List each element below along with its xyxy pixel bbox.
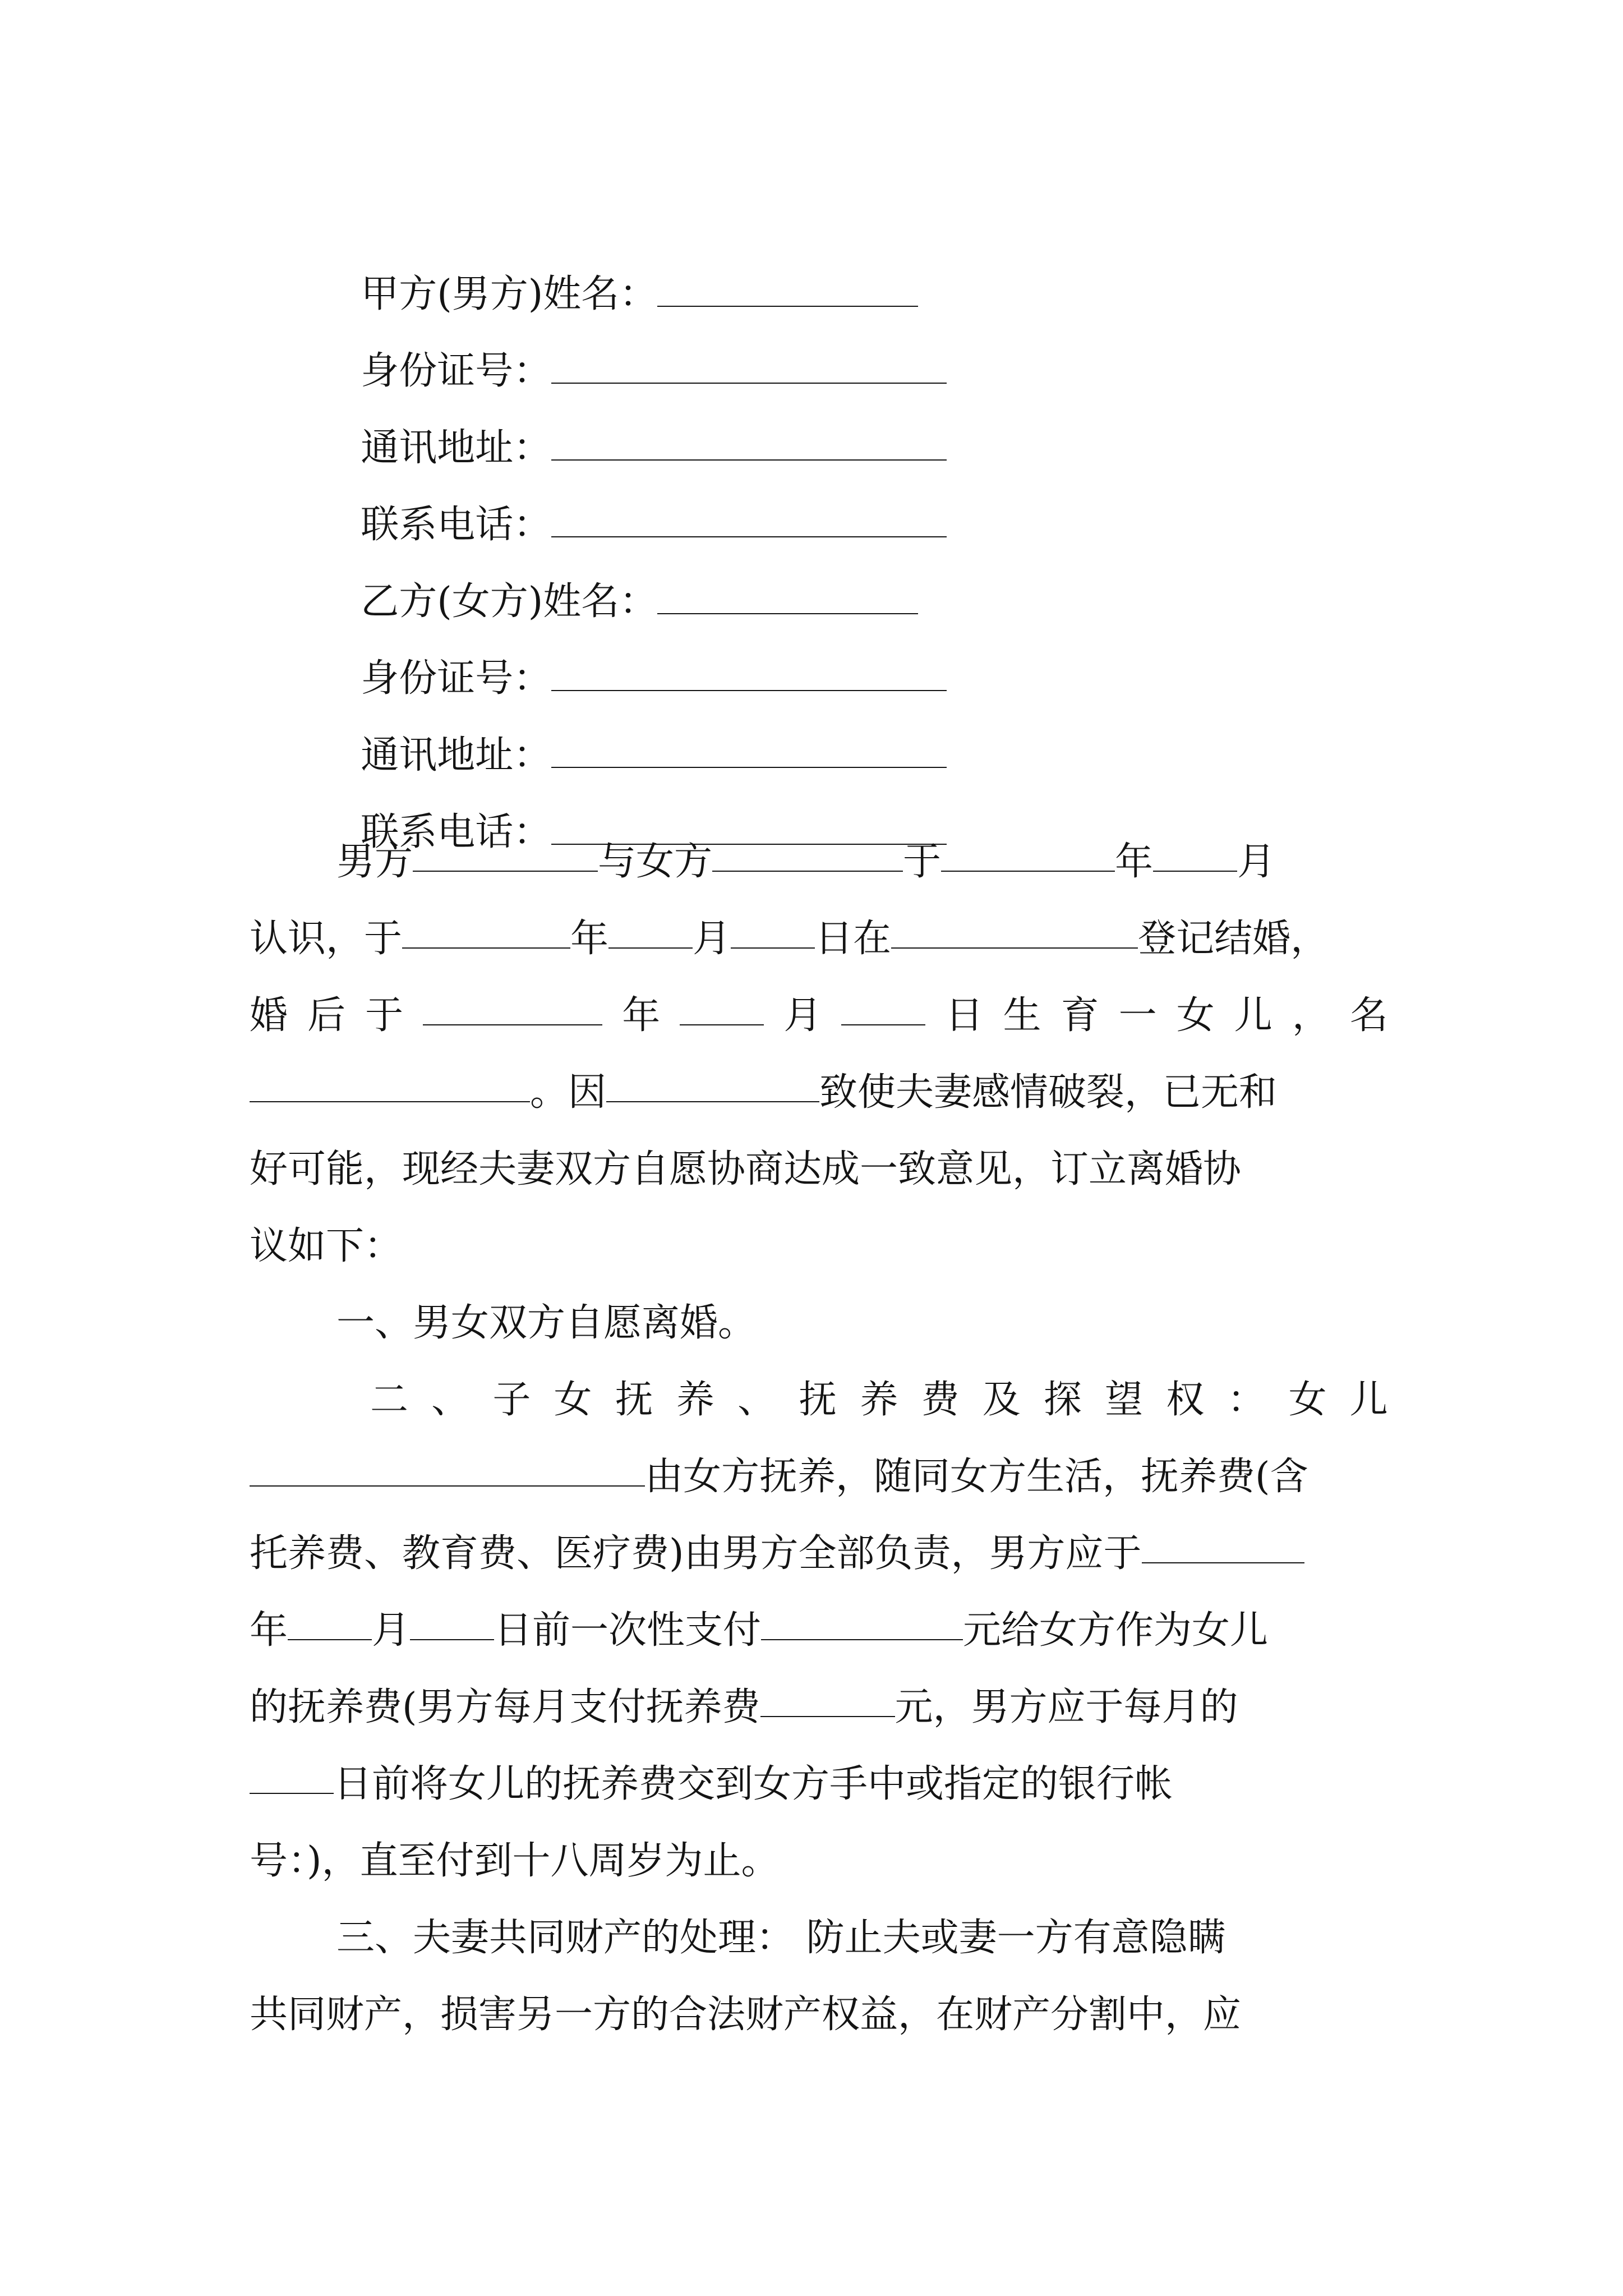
intro-row-6: [250, 1208, 1388, 1285]
clause-2-char: 望: [1105, 1378, 1144, 1422]
marriage-month-blank[interactable]: [608, 900, 693, 949]
clause-2-row-4: [250, 1592, 1388, 1669]
intro-text: 登记结婚，: [1138, 917, 1329, 961]
male-name-blank[interactable]: [413, 823, 598, 872]
intro-row-3: [250, 977, 1388, 1054]
clause-2-char: 费: [921, 1378, 960, 1422]
intro-char: 育: [1061, 993, 1099, 1038]
party-b-id-label: 身份证号：: [361, 656, 552, 701]
intro-text: 议如下：: [250, 1224, 403, 1268]
intro-text: 于: [903, 840, 942, 884]
intro-text: 年: [1115, 840, 1154, 884]
party-b-name-label: 乙方(女方)姓名：: [361, 579, 658, 624]
clause-2-text: 月: [372, 1608, 411, 1653]
party-b-address-line: [336, 671, 947, 777]
clause-2-row-7: [250, 1823, 1388, 1899]
party-b-address-label: 通讯地址：: [361, 733, 552, 777]
child-birth-year-blank[interactable]: [423, 977, 602, 1025]
party-a-id-label: 身份证号：: [361, 349, 552, 393]
intro-text: 年: [570, 917, 609, 961]
clause-2-text: 元给女方作为女儿: [963, 1608, 1269, 1653]
intro-row-4: [250, 1054, 1388, 1131]
clause-1-text: 一、男女双方自愿离婚。: [336, 1301, 757, 1345]
party-a-phone-line: [336, 441, 947, 547]
clause-3-text: 共同财产，损害另一方的合法财产权益，在财产分割中，应: [250, 1993, 1242, 2037]
clause-2-char: 探: [1043, 1378, 1082, 1422]
payment-year-blank[interactable]: [1142, 1515, 1304, 1563]
party-b-name-line: [336, 518, 918, 624]
clause-2-text: 托养费、教育费、医疗费)由男方全部负责，男方应于: [250, 1531, 1142, 1576]
intro-char: 名: [1349, 993, 1388, 1038]
intro-text: 认识，于: [250, 917, 403, 961]
clause-2-char: 权: [1166, 1378, 1205, 1422]
party-b-id-line: [336, 595, 947, 701]
clause-3-row-1: [336, 1899, 1391, 1976]
intro-char: 后: [307, 993, 346, 1038]
marriage-year-blank[interactable]: [402, 900, 570, 949]
clause-2-char: 女: [554, 1378, 592, 1422]
intro-char: 婚: [250, 993, 288, 1038]
party-a-phone-label: 联系电话：: [361, 503, 552, 547]
female-name-blank[interactable]: [712, 823, 903, 872]
clause-3-text: 三、夫妻共同财产的处理： 防止夫或妻一方有意隐瞒: [336, 1916, 1226, 1960]
clause-2-text: 的抚养费(男方每月支付抚养费: [250, 1685, 760, 1729]
intro-text: 月: [693, 917, 731, 961]
party-b-phone-line: [336, 748, 947, 854]
clause-2-row-5: [250, 1669, 1388, 1746]
meet-year-blank[interactable]: [941, 823, 1115, 872]
intro-char: 生: [1003, 993, 1041, 1038]
clause-2-text: 由女方抚养，随同女方生活，抚养费(含: [645, 1455, 1308, 1499]
monthly-amount-blank[interactable]: [760, 1669, 895, 1717]
intro-text: 男方: [336, 840, 413, 884]
clause-2-char: 二: [370, 1378, 409, 1422]
clause-2-char: ：: [1227, 1378, 1266, 1422]
party-a-address-label: 通讯地址：: [361, 426, 552, 470]
intro-char: 儿: [1234, 993, 1272, 1038]
monthly-day-blank[interactable]: [250, 1746, 334, 1794]
clause-2-char: 养: [860, 1378, 898, 1422]
clause-2-row-2: [250, 1438, 1388, 1515]
intro-char: 日: [945, 993, 984, 1038]
intro-row-5: [250, 1131, 1388, 1208]
clause-2-char: 抚: [799, 1378, 837, 1422]
party-a-address-line: [336, 364, 947, 470]
intro-text: 。因: [530, 1070, 607, 1115]
clause-2-char: 女: [1288, 1378, 1327, 1422]
clause-1: [336, 1285, 1391, 1361]
clause-2-text: 日前一次性支付: [494, 1608, 762, 1653]
party-a-name-label: 甲方(男方)姓名：: [361, 272, 658, 316]
clause-2-row-6: [250, 1746, 1388, 1823]
child-birth-day-blank[interactable]: [841, 977, 925, 1025]
clause-2-text: 日前将女儿的抚养费交到女方手中或指定的银行帐: [334, 1762, 1173, 1806]
intro-char: ，: [1292, 993, 1330, 1038]
clause-2-char: 及: [982, 1378, 1021, 1422]
divorce-reason-blank[interactable]: [606, 1054, 819, 1102]
clause-2-char: 、: [431, 1378, 470, 1422]
party-a-id-line: [336, 287, 947, 393]
clause-2-text: 号：)，直至付到十八周岁为止。: [250, 1839, 780, 1883]
intro-char: 年: [622, 993, 661, 1038]
clause-2-row-3: [250, 1515, 1388, 1592]
child-name-blank[interactable]: [250, 1054, 530, 1102]
intro-char: 月: [783, 993, 822, 1038]
intro-char: 女: [1176, 993, 1215, 1038]
clause-3-row-2: [250, 1976, 1388, 2053]
daughter-name-blank[interactable]: [250, 1438, 645, 1487]
clause-2-text: 年: [250, 1608, 288, 1653]
clause-2-char: 抚: [615, 1378, 653, 1422]
intro-text: 致使夫妻感情破裂，已无和: [819, 1070, 1278, 1115]
intro-text: 好可能，现经夫妻双方自愿协商达成一致意见，订立离婚协: [250, 1147, 1242, 1191]
clause-2-char: 子: [492, 1378, 531, 1422]
intro-char: 于: [365, 993, 404, 1038]
intro-text: 月: [1237, 840, 1276, 884]
child-birth-month-blank[interactable]: [680, 977, 764, 1025]
payment-day-blank[interactable]: [410, 1592, 494, 1640]
lump-sum-amount-blank[interactable]: [761, 1592, 963, 1640]
marriage-place-blank[interactable]: [891, 900, 1138, 949]
intro-text: 日在: [815, 917, 892, 961]
party-a-name-line: [336, 210, 918, 316]
clause-2-heading: [370, 1361, 1388, 1438]
intro-row-1: [336, 823, 1391, 900]
marriage-day-blank[interactable]: [731, 900, 815, 949]
party-b-phone-label: 联系电话：: [361, 810, 552, 854]
payment-month-blank[interactable]: [288, 1592, 372, 1640]
intro-char: 一: [1118, 993, 1157, 1038]
clause-2-char: 儿: [1349, 1378, 1388, 1422]
clause-2-char: 、: [737, 1378, 776, 1422]
meet-month-blank[interactable]: [1153, 823, 1237, 872]
clause-2-char: 养: [676, 1378, 714, 1422]
clause-2-text: 元，男方应于每月的: [895, 1685, 1238, 1729]
intro-text: 与女方: [598, 840, 713, 884]
intro-row-2: [250, 900, 1388, 977]
